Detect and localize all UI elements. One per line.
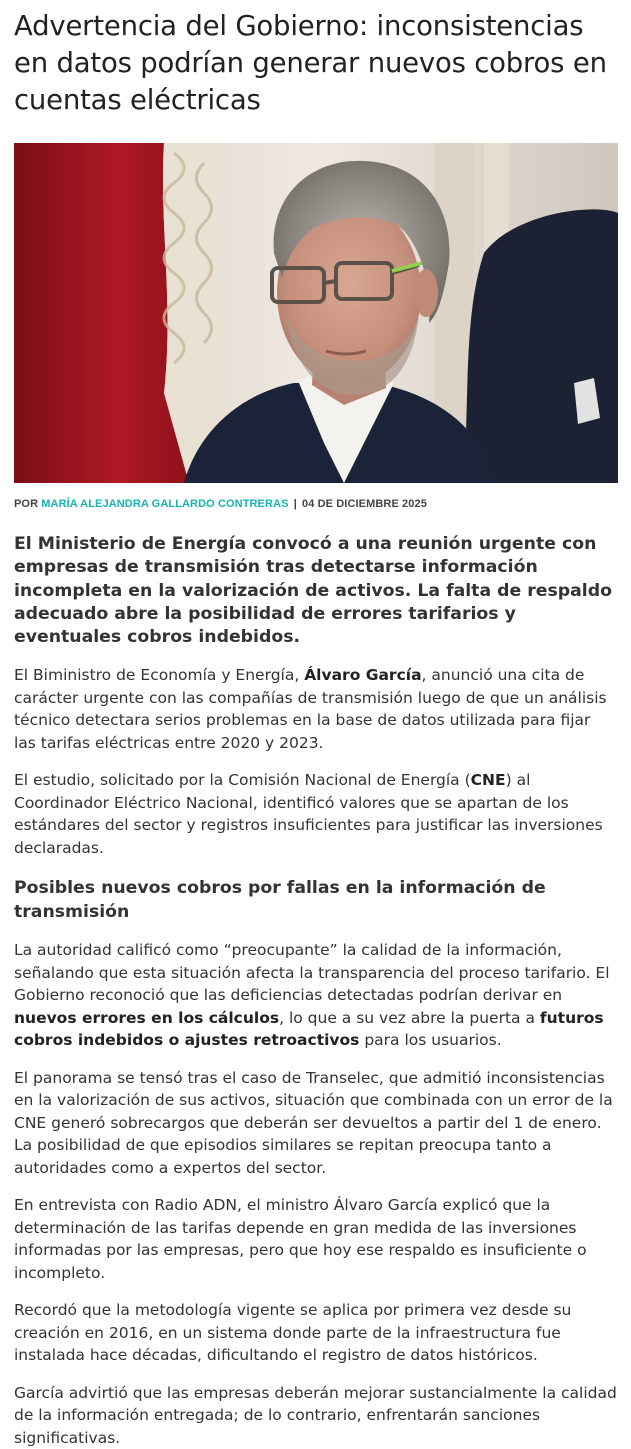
- paragraph-3-bold-b: nuevos errores en los cálculos: [14, 1008, 280, 1027]
- paragraph-3-bold-d: futuros cobros indebidos o ajustes retroactivos: [14, 1008, 604, 1050]
- paragraph-1: [14, 664, 617, 754]
- paragraph-3-text-c: , lo que a su vez abre la puerta a: [279, 1008, 540, 1027]
- paragraph-1-text-c: , anunció una cita de carácter urgente con las compañías de transmisión luego de que un análisis técnico detectara serios problemas en la base de datos utilizada para fijar las tarifas eléctricas entre 2020 y 2023.: [14, 666, 607, 752]
- paragraph-6: Recordó que la metodología vigente se aplica por primera vez desde su creación en 2016, en un sistema donde parte de la infraestructura fue instalada hace décadas, dificultando el registro de datos históricos.: [14, 1301, 572, 1365]
- paragraph-1-bold-name: Álvaro García: [304, 666, 422, 685]
- paragraph-4: El panorama se tensó tras el caso de Transelec, que admitió inconsistencias en la valorización de sus activos, situación que combinada con un error de la CNE generó sobrecargos que deberán ser devueltos a partir del 1 de enero. La posibilidad de que episodios similares se repitan preocupa tanto a autoridades como a expertos del sector.: [14, 1068, 613, 1177]
- article-title: Advertencia del Gobierno: inconsistencias en datos podrían generar nuevos cobros en cuentas eléctricas: [14, 10, 607, 116]
- paragraph-1-text-a: El Biministro de Economía y Energía,: [14, 666, 305, 685]
- paragraph-5: En entrevista con Radio ADN, el ministro Álvaro García explicó que la determinación de las tarifas depende en gran medida de las inversiones informadas por las empresas, pero que hoy ese respaldo es insuficiente o incompleto.: [14, 1196, 587, 1282]
- author-link[interactable]: MARÍA ALEJANDRA GALLARDO CONTRERAS: [41, 498, 289, 510]
- hero-photo-illustration: [14, 143, 618, 483]
- article: [0, 8, 631, 1449]
- paragraph-3-text-e: para los usuarios.: [359, 1031, 502, 1050]
- paragraph-7: García advirtió que las empresas deberán mejorar sustancialmente la calidad de la información entregada; de lo contrario, enfrentarán sanciones significativas.: [14, 1383, 617, 1447]
- section-subheading: Posibles nuevos cobros por fallas en la información de transmisión: [14, 878, 546, 922]
- paragraph-2-bold-cne: CNE: [470, 771, 506, 790]
- paragraph-2-text-c: ) al Coordinador Eléctrico Nacional, identificó valores que se apartan de los estándares del sector y registros insuficientes para justificar las inversiones declaradas.: [14, 771, 603, 857]
- byline-separator: |: [293, 498, 297, 510]
- article-lead: El Ministerio de Energía convocó a una reunión urgente con empresas de transmisión tras detectarse información incompleta en la valorización de activos. La falta de respaldo adecuado abre la posibilidad de errores tarifarios y eventuales cobros indebidos.: [14, 534, 612, 648]
- paragraph-3-text-a: La autoridad calificó como “preocupante” la calidad de la información, señalando que esta situación afecta la transparencia del proceso tarifario. El Gobierno reconoció que las deficiencias detectadas podrían derivar en: [14, 941, 610, 1005]
- paragraph-3: [14, 939, 617, 1052]
- byline-prefix: POR: [14, 498, 39, 510]
- publish-date: 04 DE DICIEMBRE 2025: [302, 498, 427, 510]
- hero-photo: [14, 143, 618, 483]
- paragraph-2-text-a: El estudio, solicitado por la Comisión Nacional de Energía (: [14, 771, 471, 790]
- paragraph-2: [14, 769, 617, 859]
- byline: [14, 497, 617, 511]
